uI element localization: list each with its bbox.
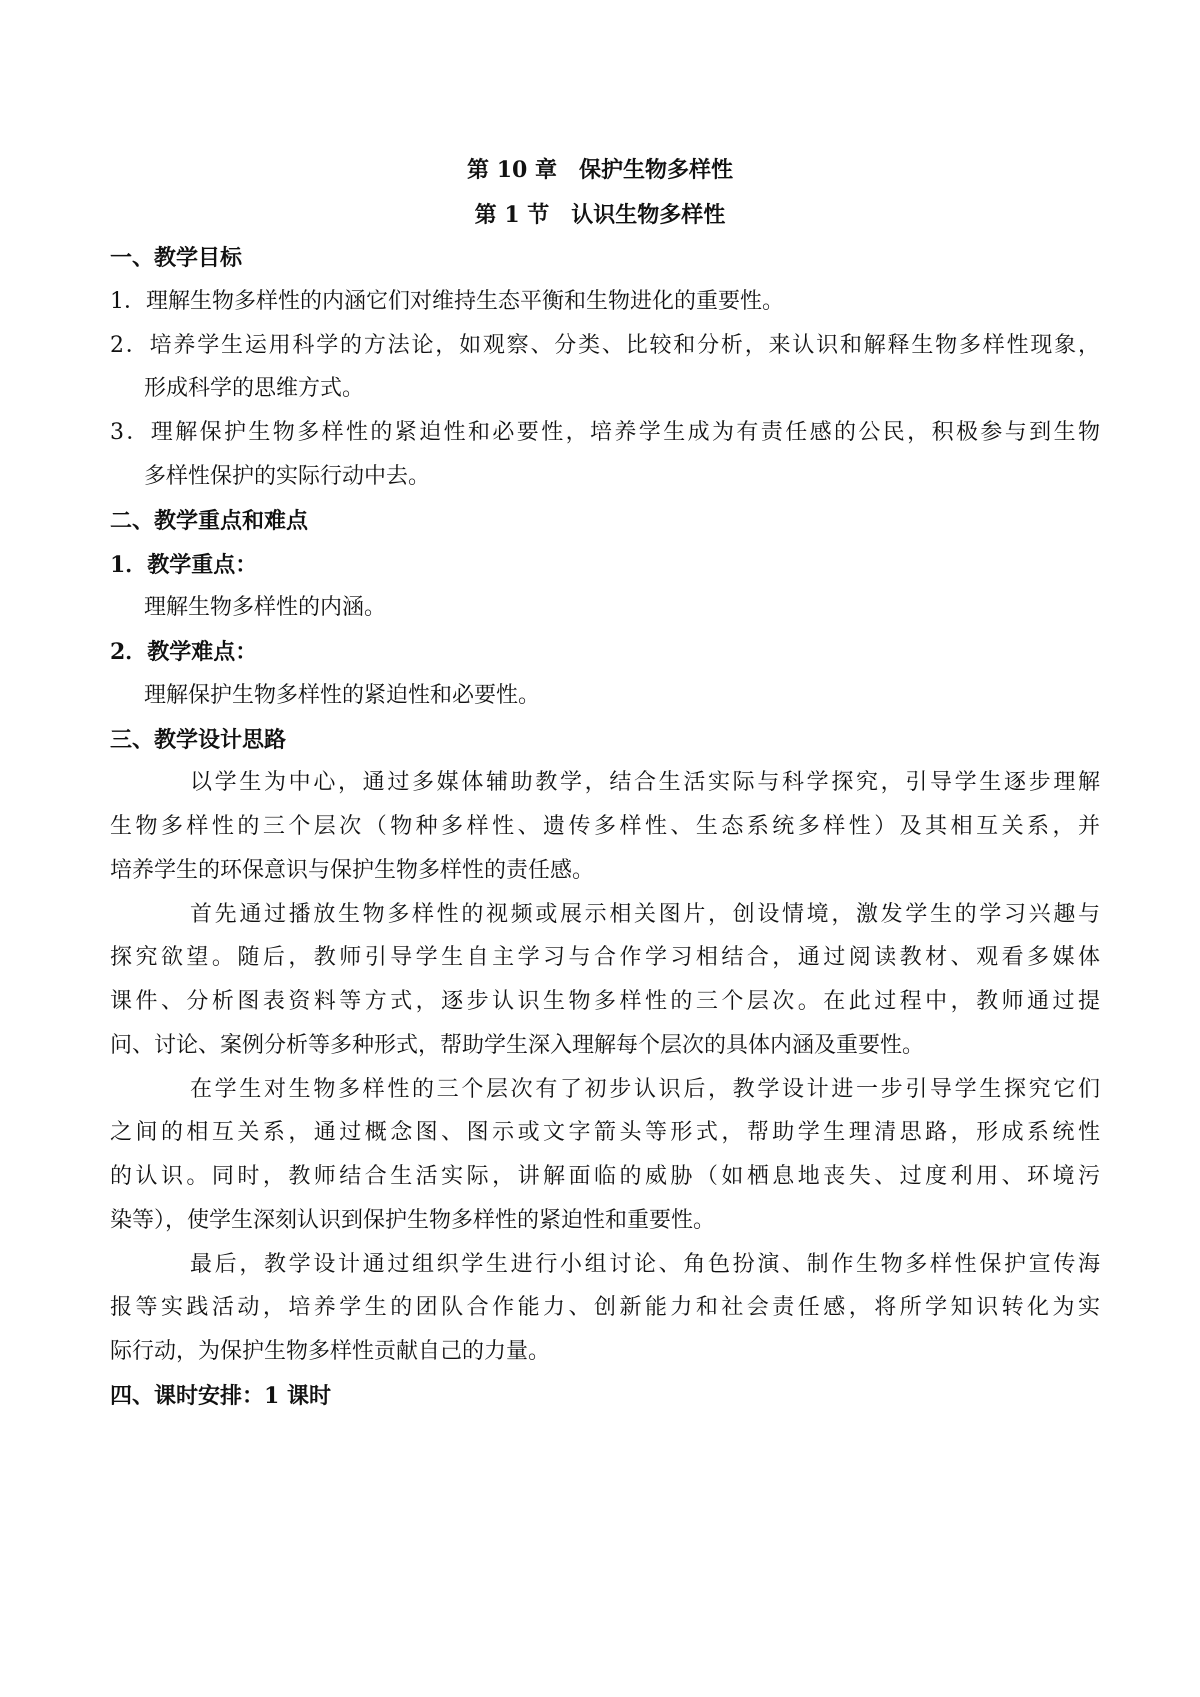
design-paragraph-2-line-2: 探究欲望。随后，教师引导学生自主学习与合作学习相结合，通过阅读教材、观看多媒体	[110, 945, 1100, 970]
design-paragraph-1-line-1: 以学生为中心，通过多媒体辅助教学，结合生活实际与科学探究，引导学生逐步理解	[190, 770, 1100, 795]
design-paragraph-3-line-1: 在学生对生物多样性的三个层次有了初步认识后，教学设计进一步引导学生探究它们	[190, 1077, 1100, 1102]
section-title: 第 1 节 认识生物多样性	[474, 202, 726, 228]
design-paragraph-3-line-3: 的认识。同时，教师结合生活实际，讲解面临的威胁（如栖息地丧失、过度利用、环境污	[110, 1164, 1100, 1189]
objective-3-line-1: 3．理解保护生物多样性的紧迫性和必要性，培养学生成为有责任感的公民，积极参与到生物	[110, 420, 1100, 445]
design-paragraph-3-line-4: 染等），使学生深刻认识到保护生物多样性的紧迫性和重要性。	[110, 1208, 716, 1233]
key-point-label: 1．教学重点：	[110, 552, 258, 578]
difficult-point-text: 理解保护生物多样性的紧迫性和必要性。	[144, 683, 541, 708]
objective-3-line-2: 多样性保护的实际行动中去。	[144, 464, 431, 489]
design-paragraph-4-line-3: 际行动，为保护生物多样性贡献自己的力量。	[110, 1339, 551, 1364]
design-paragraph-2-line-4: 问、讨论、案例分析等多种形式，帮助学生深入理解每个层次的具体内涵及重要性。	[110, 1033, 925, 1058]
objectives-heading: 一、教学目标	[110, 245, 243, 271]
design-paragraph-3-line-2: 之间的相互关系，通过概念图、图示或文字箭头等形式，帮助学生理清思路，形成系统性	[110, 1120, 1100, 1145]
design-paragraph-4-line-2: 报等实践活动，培养学生的团队合作能力、创新能力和社会责任感，将所学知识转化为实	[110, 1295, 1100, 1320]
design-paragraph-4-line-1: 最后，教学设计通过组织学生进行小组讨论、角色扮演、制作生物多样性保护宣传海	[190, 1252, 1100, 1277]
schedule-heading: 四、课时安排：1 课时	[110, 1383, 331, 1409]
key-point-text: 理解生物多样性的内涵。	[144, 595, 387, 620]
objective-2-line-2: 形成科学的思维方式。	[144, 376, 365, 401]
design-paragraph-2-line-1: 首先通过播放生物多样性的视频或展示相关图片，创设情境，激发学生的学习兴趣与	[190, 902, 1100, 927]
design-heading: 三、教学设计思路	[110, 727, 287, 753]
design-paragraph-1-line-2: 生物多样性的三个层次（物种多样性、遗传多样性、生态系统多样性）及其相互关系，并	[110, 814, 1100, 839]
chapter-title: 第 10 章 保护生物多样性	[467, 157, 733, 183]
design-paragraph-2-line-3: 课件、分析图表资料等方式，逐步认识生物多样性的三个层次。在此过程中，教师通过提	[110, 989, 1100, 1014]
key-points-heading: 二、教学重点和难点	[110, 508, 309, 534]
design-paragraph-1-line-3: 培养学生的环保意识与保护生物多样性的责任感。	[110, 858, 595, 883]
objective-1: 1．理解生物多样性的内涵它们对维持生态平衡和生物进化的重要性。	[110, 289, 784, 314]
difficult-point-label: 2．教学难点：	[110, 639, 258, 665]
objective-2-line-1: 2．培养学生运用科学的方法论，如观察、分类、比较和分析，来认识和解释生物多样性现象，	[110, 333, 1100, 358]
